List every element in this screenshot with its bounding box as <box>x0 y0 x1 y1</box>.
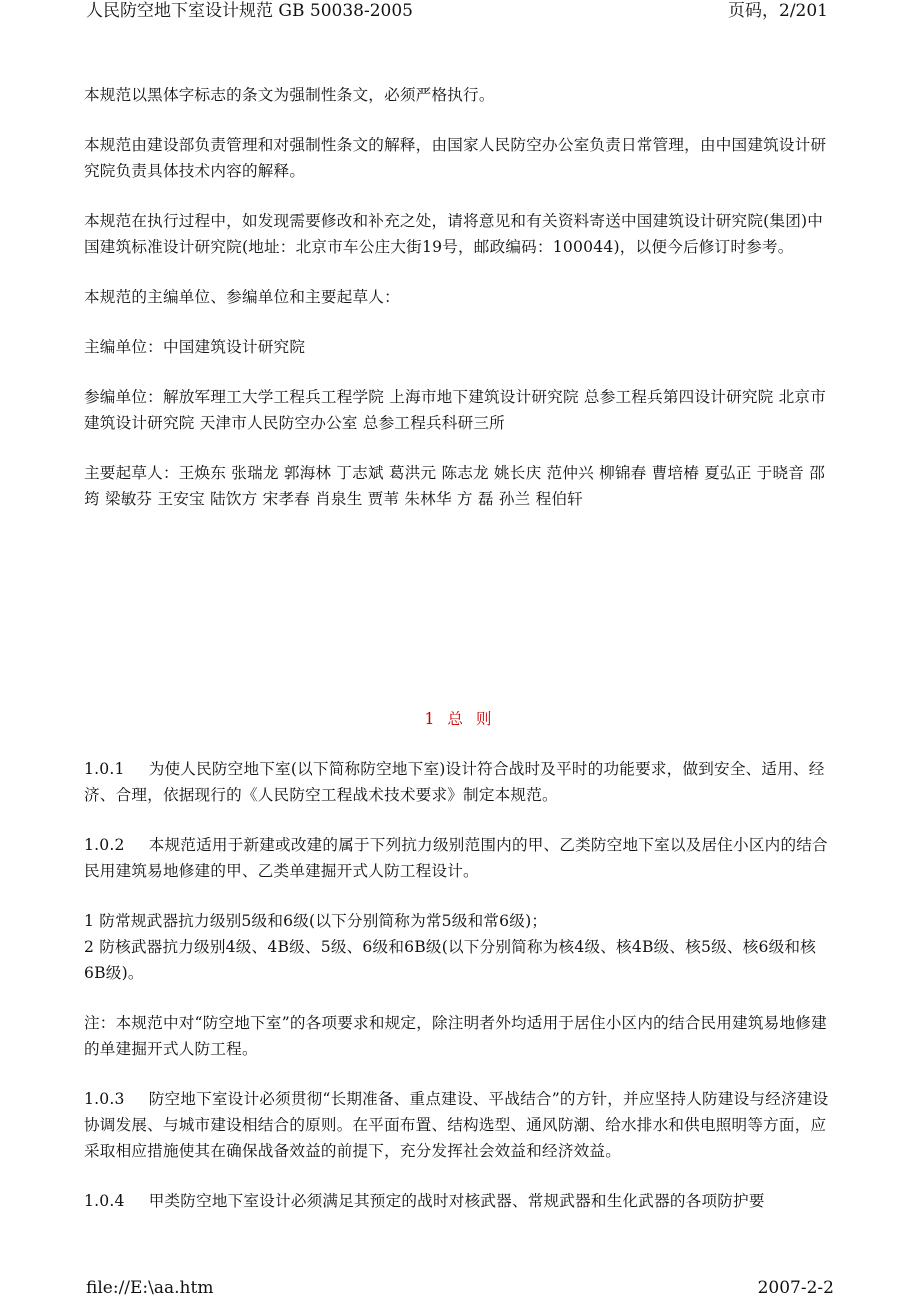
page-number: 页码，2/201 <box>728 1 828 21</box>
clause-text: 甲类防空地下室设计必须满足其预定的战时对核武器、常规武器和生化武器的各项防护要 <box>148 1192 765 1210</box>
document-title: 人民防空地下室设计规范 GB 50038-2005 <box>86 1 413 21</box>
clause-note: 注：本规范中对“防空地下室”的各项要求和规定，除注明者外均适用于居住小区内的结合民用建筑易地修建的单建掘开式人防工程。 <box>84 1014 827 1058</box>
clause-number: 1.0.4 <box>84 1192 125 1210</box>
clause-text: 本规范适用于新建或改建的属于下列抗力级别范围内的甲、乙类防空地下室以及居住小区内的结合民用建筑易地修建的甲、乙类单建掘开式人防工程设计。 <box>84 836 828 880</box>
paragraph-units-intro: 本规范的主编单位、参编单位和主要起草人： <box>84 288 400 306</box>
page-header <box>86 0 828 24</box>
clause-text: 防空地下室设计必须贯彻“长期准备、重点建设、平战结合”的方针，并应坚持人防建设与经济建设协调发展、与城市建设相结合的原则。在平面布置、结构选型、通风防潮、给水排水和供电照明等方面，应采取相应措施使其在确保战备效益的前提下，充分发挥社会效益和经济效益。 <box>84 1090 829 1160</box>
clause-1-0-3 <box>84 1086 836 1164</box>
clause-list <box>84 908 836 986</box>
document-body <box>84 82 836 1238</box>
clause-text: 为使人民防空地下室(以下简称防空地下室)设计符合战时及平时的功能要求，做到安全、适用、经济、合理，依据现行的《人民防空工程战术技术要求》制定本规范。 <box>84 760 825 804</box>
clause-1-0-2 <box>84 832 836 884</box>
clause-number: 1.0.3 <box>84 1090 125 1108</box>
paragraph-mandatory-note: 本规范以黑体字标志的条文为强制性条文，必须严格执行。 <box>84 86 495 104</box>
list-item: 1 防常规武器抗力级别5级和6级(以下分别简称为常5级和常6级)； <box>84 912 548 930</box>
page-footer <box>86 1277 834 1301</box>
file-path: file://E:\aa.htm <box>86 1278 214 1298</box>
print-date: 2007-2-2 <box>757 1278 834 1298</box>
clause-number: 1.0.2 <box>84 836 125 854</box>
paragraph-feedback: 本规范在执行过程中，如发现需要修改和补充之处，请将意见和有关资料寄送中国建筑设计研究院(集团)中国建筑标准设计研究院(地址：北京市车公庄大街19号，邮政编码：100044)，以便今后修订时参考。 <box>84 212 824 256</box>
spacer <box>84 536 836 706</box>
list-item: 2 防核武器抗力级别4级、4B级、5级、6级和6B级(以下分别简称为核4级、核4B级、核5级、核6级和核6B级)。 <box>84 938 816 982</box>
clause-1-0-1 <box>84 756 836 808</box>
paragraph-participating-units: 参编单位：解放军理工大学工程兵工程学院 上海市地下建筑设计研究院 总参工程兵第四设计研究院 北京市建筑设计研究院 天津市人民防空办公室 总参工程兵科研三所 <box>84 388 826 432</box>
paragraph-drafters: 主要起草人：王焕东 张瑞龙 郭海林 丁志斌 葛洪元 陈志龙 姚长庆 范仲兴 柳锦春 曹培椿 夏弘正 于晓音 邵筠 梁敏芬 王安宝 陆饮方 宋孝春 肖泉生 贾苇 朱林华 方 磊 孙兰 程伯轩 <box>84 464 826 508</box>
section-title: 1 总 则 <box>424 710 496 728</box>
clause-number: 1.0.1 <box>84 760 125 778</box>
paragraph-chief-unit: 主编单位：中国建筑设计研究院 <box>84 338 306 356</box>
clause-1-0-4 <box>84 1188 836 1214</box>
paragraph-management: 本规范由建设部负责管理和对强制性条文的解释，由国家人民防空办公室负责日常管理，由中国建筑设计研究院负责具体技术内容的解释。 <box>84 136 827 180</box>
